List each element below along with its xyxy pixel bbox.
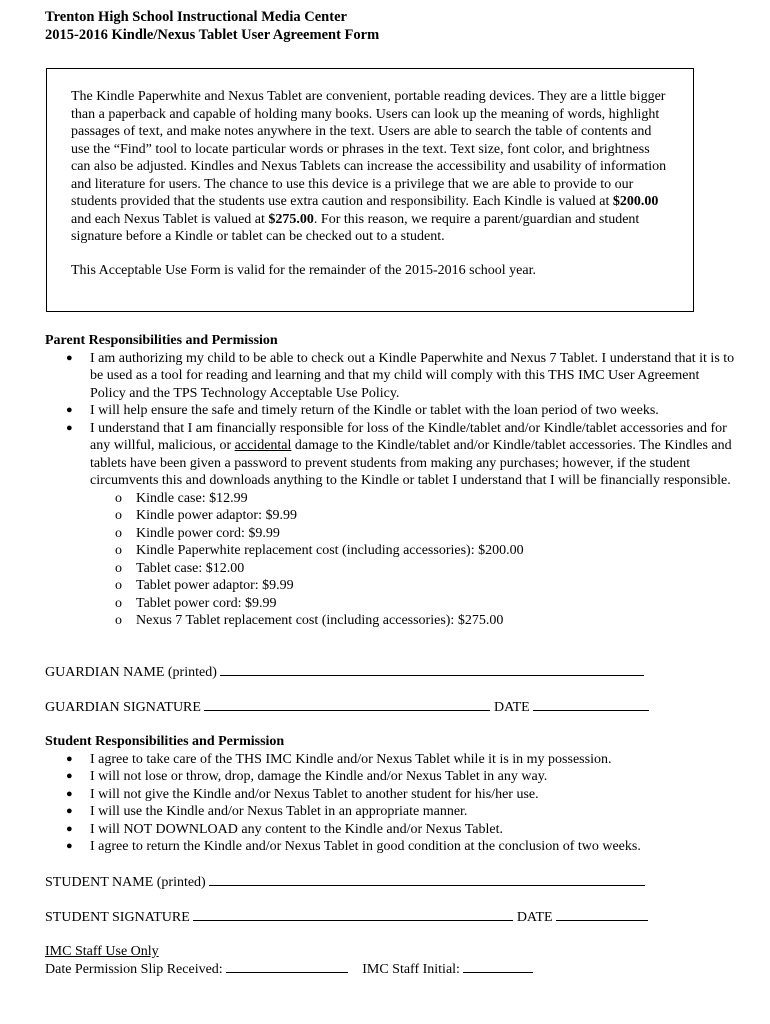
form-header [45,8,735,44]
kindle-value: $200.00 [612,194,659,209]
cost-item: o Kindle power adaptor: $9.99 [90,507,735,525]
valid-note: This Acceptable Use Form is valid for the remainder of the 2015-2016 school year. [71,262,536,278]
guardian-date-label: DATE [493,700,530,715]
student-date-field[interactable] [556,908,648,921]
cost-item: o Tablet power adaptor: $9.99 [90,577,735,595]
school-title: Trenton High School Instructional Media Center [45,9,347,25]
student-name-row [45,873,645,892]
intro-text-a: The Kindle Paperwhite and Nexus Tablet are convenient, portable reading devices. They are a little bigger than a paperback and capable of holding many books. Users can look up the meaning of words, highlight passages of text, and make notes anywhere in the text. Users are able to search the table of contents and use the “Find” tool to locate particular words or phrases in the text. Text size, font color, and brightness can also be adjusted. Kindles and Nexus Tablets can increase the accessibility and usability of information and literature for users. The chance to use this device is a privilege that we are able to provide to our students provided that the students use extra caution and responsibility. Each Kindle is valued at [71,89,667,209]
list-item [45,420,735,630]
staff-initial-label: IMC Staff Initial: [362,962,460,977]
list-item: ● I will use the Kindle and/or Nexus Tablet in an appropriate manner. [45,803,735,821]
student-name-label: STUDENT NAME (printed) [45,875,206,890]
list-item: ● I agree to return the Kindle and/or Nexus Tablet in good condition at the conclusion of two weeks. [45,838,735,856]
intro-text-c: . For this reason, we require a parent/guardian and student signature before a Kindle or tablet can be checked out to a student. [71,211,640,244]
cost-item: o Tablet power cord: $9.99 [90,595,735,613]
guardian-signature-row [45,698,649,717]
list-item: ● I will not give the Kindle and/or Nexus Tablet to another student for his/her use. [45,786,735,804]
parent-section [45,332,735,630]
cost-list [90,490,735,630]
list-item: ● I agree to take care of the THS IMC Kindle and/or Nexus Tablet while it is in my possession. [45,751,735,769]
student-section [45,733,735,856]
staff-initial-field[interactable] [463,960,533,973]
cost-item: o Kindle power cord: $9.99 [90,525,735,543]
staff-section-title: IMC Staff Use Only [45,944,159,959]
received-date-label: Date Permission Slip Received: [45,962,223,977]
guardian-date-field[interactable] [533,698,649,711]
liability-text-a: I understand that I am financially responsible for loss of the Kindle/tablet and/or Kindle/tablet accessories and for any willful, malicious, or [90,420,727,453]
received-date-field[interactable] [226,960,348,973]
guardian-signature-field[interactable] [204,698,490,711]
intro-box [46,68,694,312]
accidental-word: accidental [234,438,292,453]
student-name-field[interactable] [209,873,645,886]
list-item: ● I will NOT DOWNLOAD any content to the Kindle and/or Nexus Tablet. [45,821,735,839]
student-section-title: Student Responsibilities and Permission [45,734,285,749]
list-item: ● I will not lose or throw, drop, damage the Kindle and/or Nexus Tablet in any way. [45,768,735,786]
tablet-value: $275.00 [268,211,314,227]
staff-fields-row [45,960,533,979]
list-item: ● I will help ensure the safe and timely return of the Kindle or tablet with the loan period of two weeks. [45,402,735,420]
liability-text-b: damage to the Kindle/tablet and/or Kindle/tablet accessories. The Kindles and tablets have been given a password to prevent students from making any purchases; however, if the student circumvents this and downloads anything to the Kindle or tablet I understand that I will be financially responsible. [90,438,732,488]
student-signature-label: STUDENT SIGNATURE [45,910,190,925]
intro-text-b: and each Nexus Tablet is valued at [71,211,269,227]
guardian-name-field[interactable] [220,663,644,676]
guardian-name-label: GUARDIAN NAME (printed) [45,665,217,680]
parent-section-title: Parent Responsibilities and Permission [45,333,278,348]
list-item: ● I am authorizing my child to be able to check out a Kindle Paperwhite and Nexus 7 Tablet. I understand that it is to be used as a tool for reading and learning and that my child will comply with this THS IMC User Agreement Policy and the TPS Technology Acceptable Use Policy. [45,350,735,403]
student-signature-row [45,908,648,927]
cost-item: o Kindle Paperwhite replacement cost (including accessories): $200.00 [90,542,735,560]
cost-item: o Nexus 7 Tablet replacement cost (including accessories): $275.00 [90,612,735,630]
intro-paragraph [71,88,669,246]
form-title: 2015-2016 Kindle/Nexus Tablet User Agreement Form [45,27,380,43]
guardian-name-row [45,663,644,682]
staff-title-row [45,943,159,961]
parent-list [45,350,735,630]
student-date-label: DATE [516,910,553,925]
cost-item: o Kindle case: $12.99 [90,490,735,508]
student-signature-field[interactable] [193,908,513,921]
guardian-signature-label: GUARDIAN SIGNATURE [45,700,201,715]
cost-item: o Tablet case: $12.00 [90,560,735,578]
student-list [45,751,735,856]
